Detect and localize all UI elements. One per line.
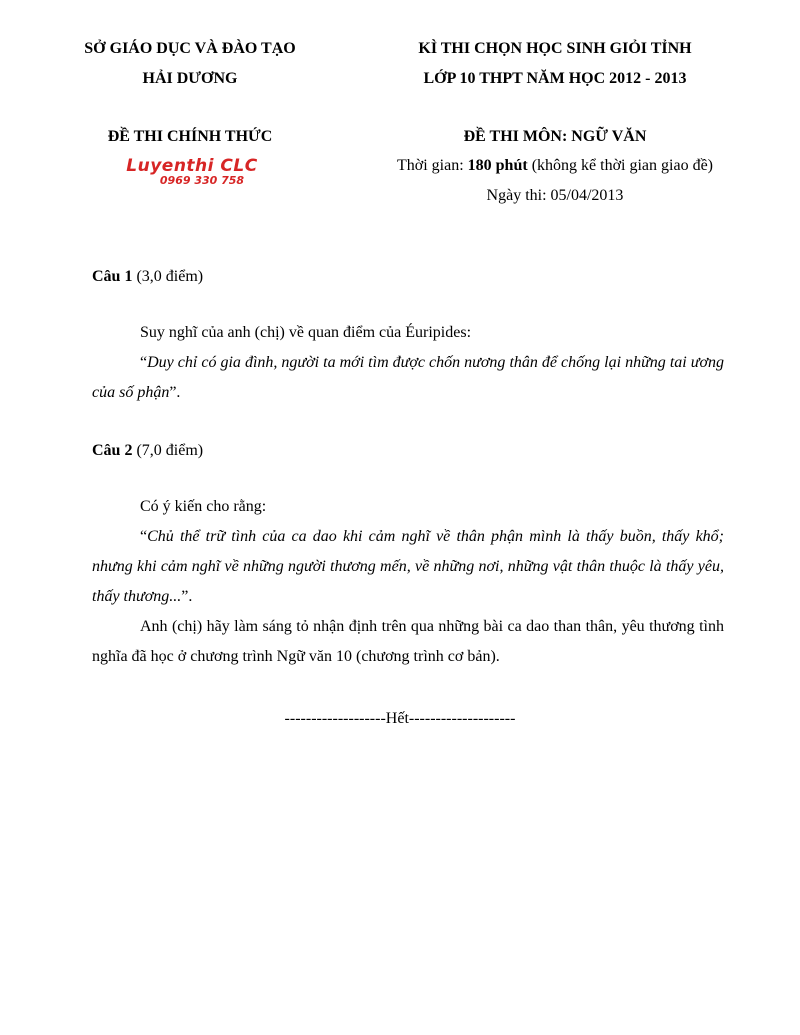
question2-task: Anh (chị) hãy làm sáng tỏ nhận định trên qua những bài ca dao than thân, yêu thương tình nghĩa đã học ở chương trình Ngữ văn 10 (chương trình cơ bản).: [92, 618, 724, 665]
question2-quote: “Chủ thể trữ tình của ca dao khi cảm nghĩ về thân phận mình là thấy buồn, thấy khổ; nhưng khi cảm nghĩ về những người thương mến, về những nơi, những vật thân thuộc là thấy yêu, thấy thương...”.: [92, 528, 724, 605]
question1-body: [92, 318, 724, 408]
time-line: [370, 157, 740, 175]
question2-intro: Có ý kiến cho rằng:: [140, 498, 267, 515]
question1-quote-text: Duy chỉ có gia đình, người ta mới tìm được chốn nương thân để chống lại những tai ương của số phận: [92, 354, 724, 401]
exam-title-line2: LỚP 10 THPT NĂM HỌC 2012 - 2013: [423, 70, 687, 87]
question1-label: Câu 1: [92, 268, 133, 285]
question2-label: Câu 2: [92, 442, 133, 459]
question1-intro: Suy nghĩ của anh (chị) về quan điểm của Éuripides:: [140, 324, 472, 341]
watermark-logo: [112, 157, 272, 187]
time-prefix: Thời gian:: [396, 157, 468, 174]
logo-phone: 0969 330 758: [159, 174, 245, 187]
question1-heading: [92, 262, 724, 292]
logo-name: Luyenthi CLC: [126, 156, 258, 176]
exam-date: Ngày thi: 05/04/2013: [486, 187, 624, 204]
question2-heading: [92, 436, 724, 466]
org-line2: HẢI DƯƠNG: [142, 70, 238, 87]
question2-points: (7,0 điểm): [132, 442, 204, 459]
time-suffix: (không kể thời gian giao đề): [527, 157, 713, 174]
end-marker: -------------------Hết--------------------: [284, 710, 516, 727]
subject-title: ĐỀ THI MÔN: NGỮ VĂN: [463, 128, 647, 145]
official-label: ĐỀ THI CHÍNH THỨC: [107, 128, 273, 145]
question2-body: [92, 492, 724, 672]
question1-quote: “Duy chỉ có gia đình, người ta mới tìm được chốn nương thân để chống lại những tai ương của số phận”.: [92, 354, 724, 401]
org-line1: SỞ GIÁO DỤC VÀ ĐÀO TẠO: [84, 40, 296, 57]
exam-title-line1: KÌ THI CHỌN HỌC SINH GIỎI TỈNH: [418, 40, 692, 57]
question2-quote-text: Chủ thể trữ tình của ca dao khi cảm nghĩ về thân phận mình là thấy buồn, thấy khổ; nhưng khi cảm nghĩ về những người thương mến, về những nơi, những vật thân thuộc là thấy yêu, thấy thương...: [92, 528, 724, 605]
question1-points: (3,0 điểm): [132, 268, 204, 285]
time-value: 180 phút: [467, 157, 528, 174]
